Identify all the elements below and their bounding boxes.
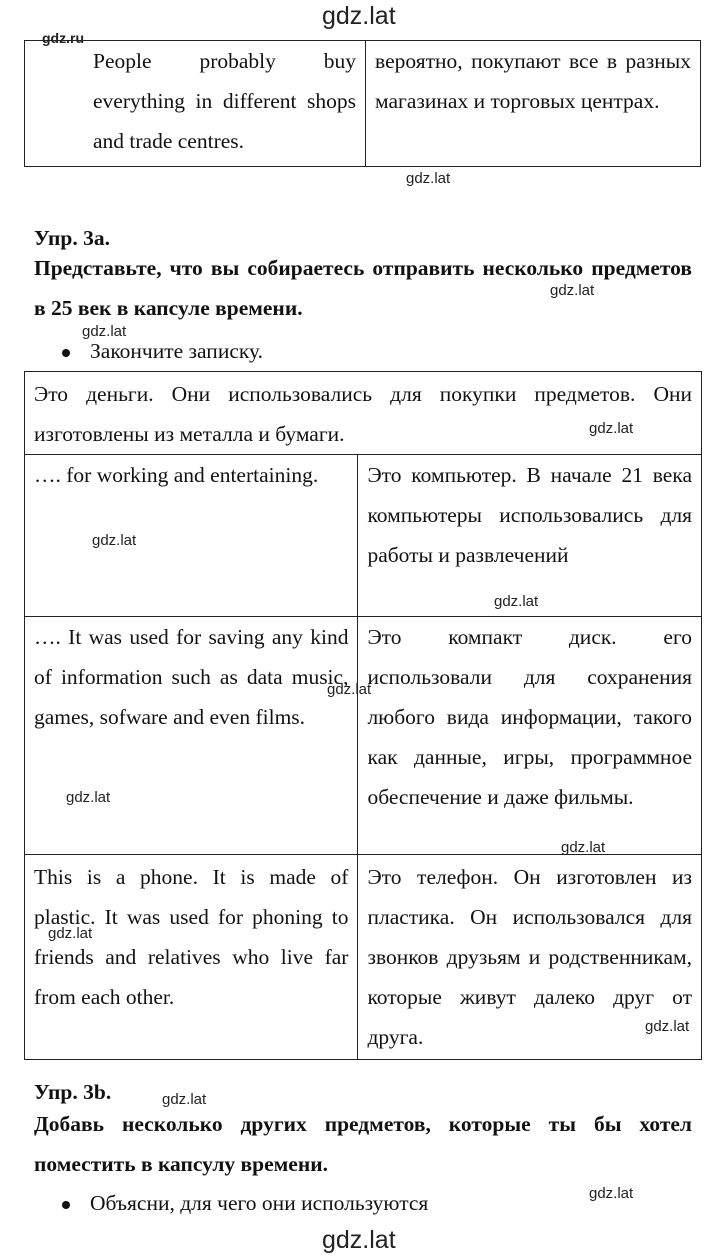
cd-en-cell: …. It was used for saving any kind of information such as data music, games, sofware and even films. [25, 617, 358, 855]
bullet-icon [62, 349, 70, 357]
top-table-left-cell: People probably buy everything in different shops and trade centres. [25, 41, 366, 167]
watermark-small: gdz.lat [550, 282, 595, 299]
computer-en-cell: …. for working and entertaining. [25, 455, 358, 617]
watermark-small: gdz.lat [494, 593, 539, 610]
watermark-bottom: gdz.lat [322, 1226, 396, 1254]
watermark-small: gdz.lat [589, 420, 634, 437]
phone-ru-cell: Это телефон. Он изготовлен из пластика. Он использовался для звонков друзьям и родственникам, которые живут далеко друг от друга. [358, 855, 702, 1060]
watermark-small: gdz.lat [82, 323, 127, 340]
exercise-3b-heading: Упр. 3b. [34, 1080, 112, 1104]
note-table [24, 371, 702, 1060]
watermark-small: gdz.lat [645, 1018, 690, 1035]
watermark-small: gdz.lat [66, 789, 111, 806]
phone-en-cell: This is a phone. It is made of plastic. It was used for phoning to friends and relatives who live far from each other. [25, 855, 358, 1060]
money-row-cell: Это деньги. Они использовались для покупки предметов. Они изготовлены из металла и бумаги. [25, 372, 702, 455]
top-table [24, 40, 701, 167]
cd-ru-cell: Это компакт диск. его использовали для сохранения любого вида информации, такого как данные, игры, программное обеспечение и даже фильмы. [358, 617, 702, 855]
watermark-small: gdz.lat [561, 839, 606, 856]
bullet-icon [62, 1201, 70, 1209]
exercise-3a-bullet: Закончите записку. [90, 339, 263, 363]
watermark-small: gdz.lat [589, 1185, 634, 1202]
watermark-small: gdz.lat [406, 170, 451, 187]
watermark-small: gdz.lat [92, 532, 137, 549]
watermark-small: gdz.lat [327, 681, 372, 698]
watermark-top: gdz.lat [322, 2, 396, 30]
exercise-3b-task: Добавь несколько других предметов, которые ты бы хотел поместить в капсулу времени. [34, 1112, 692, 1176]
watermark-small: gdz.lat [48, 925, 93, 942]
top-table-right-cell: вероятно, покупают все в разных магазинах и торговых центрах. [366, 41, 701, 167]
watermark-small: gdz.lat [162, 1091, 207, 1108]
exercise-3a-heading: Упр. 3а. [34, 226, 110, 250]
computer-ru-cell: Это компьютер. В начале 21 века компьютеры использовались для работы и развлечений [358, 455, 702, 617]
exercise-3b-bullet: Объясни, для чего они используются [90, 1191, 429, 1215]
watermark-gdz-ru: gdz.ru [42, 30, 84, 46]
exercise-3a-task: Представьте, что вы собираетесь отправить несколько предметов в 25 век в капсуле времени. [34, 256, 692, 320]
